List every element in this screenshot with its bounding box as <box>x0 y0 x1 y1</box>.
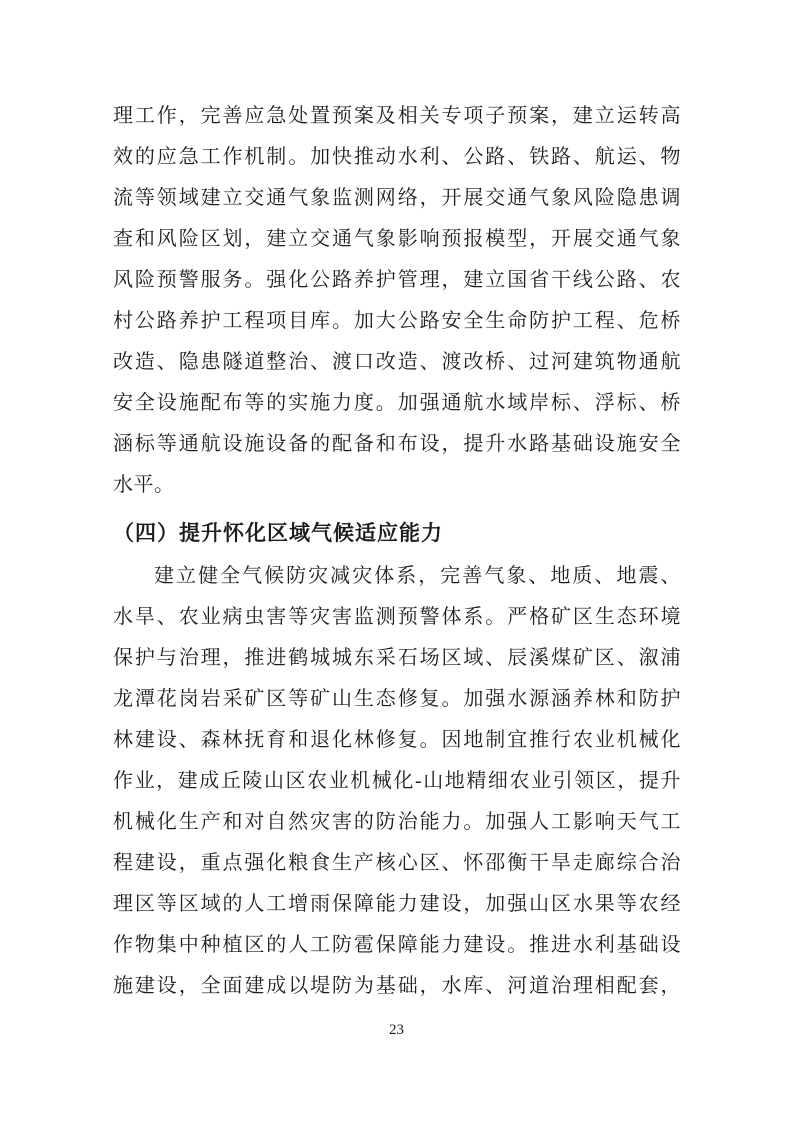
text-line: 改造、隐患隧道整治、渡口改造、渡改桥、过河建筑物通航 <box>113 351 681 373</box>
text-line: 理工作，完善应急处置预案及相关专项子预案，建立运转高 <box>113 105 681 127</box>
section-heading: （四）提升怀化区域气候适应能力 <box>113 521 443 545</box>
text-line: 查和风险区划，建立交通气象影响预报模型，开展交通气象 <box>113 228 681 250</box>
page-number: 23 <box>389 1022 404 1038</box>
text-line: 保护与治理，推进鹤城城东采石场区域、辰溪煤矿区、溆浦 <box>113 647 681 669</box>
paragraph-continued <box>113 96 681 506</box>
text-line: 风险预警服务。强化公路养护管理，建立国省干线公路、农 <box>113 269 681 291</box>
text-line: 效的应急工作机制。加快推动水利、公路、铁路、航运、物 <box>113 146 681 168</box>
text-line: 村公路养护工程项目库。加大公路安全生命防护工程、危桥 <box>113 310 681 332</box>
text-line: 程建设，重点强化粮食生产核心区、怀邵衡干旱走廊综合治 <box>113 852 681 874</box>
text-line: 水旱、农业病虫害等灾害监测预警体系。严格矿区生态环境 <box>113 606 681 628</box>
text-line: 理区等区域的人工增雨保障能力建设，加强山区水果等农经 <box>113 893 681 915</box>
text-line: 林建设、森林抚育和退化林修复。因地制宜推行农业机械化 <box>113 729 681 751</box>
text-block <box>113 96 681 1007</box>
paragraph-body <box>113 556 681 1007</box>
text-line: 龙潭花岗岩采矿区等矿山生态修复。加强水源涵养林和防护 <box>113 688 681 710</box>
text-line: 机械化生产和对自然灾害的防治能力。加强人工影响天气工 <box>113 811 681 833</box>
text-line: 流等领域建立交通气象监测网络，开展交通气象风险隐患调 <box>113 187 681 209</box>
text-line: 施建设，全面建成以堤防为基础，水库、河道治理相配套， <box>113 975 681 997</box>
text-line: 作物集中种植区的人工防雹保障能力建设。推进水利基础设 <box>113 934 681 956</box>
text-line: 水平。 <box>113 474 175 496</box>
text-line: 涵标等通航设施设备的配备和布设，提升水路基础设施安全 <box>113 433 681 455</box>
text-line: 作业，建成丘陵山区农业机械化-山地精细农业引领区，提升 <box>113 770 681 792</box>
text-line: 建立健全气候防灾减灾体系，完善气象、地质、地震、 <box>154 565 681 587</box>
text-line: 安全设施配布等的实施力度。加强通航水域岸标、浮标、桥 <box>113 392 681 414</box>
